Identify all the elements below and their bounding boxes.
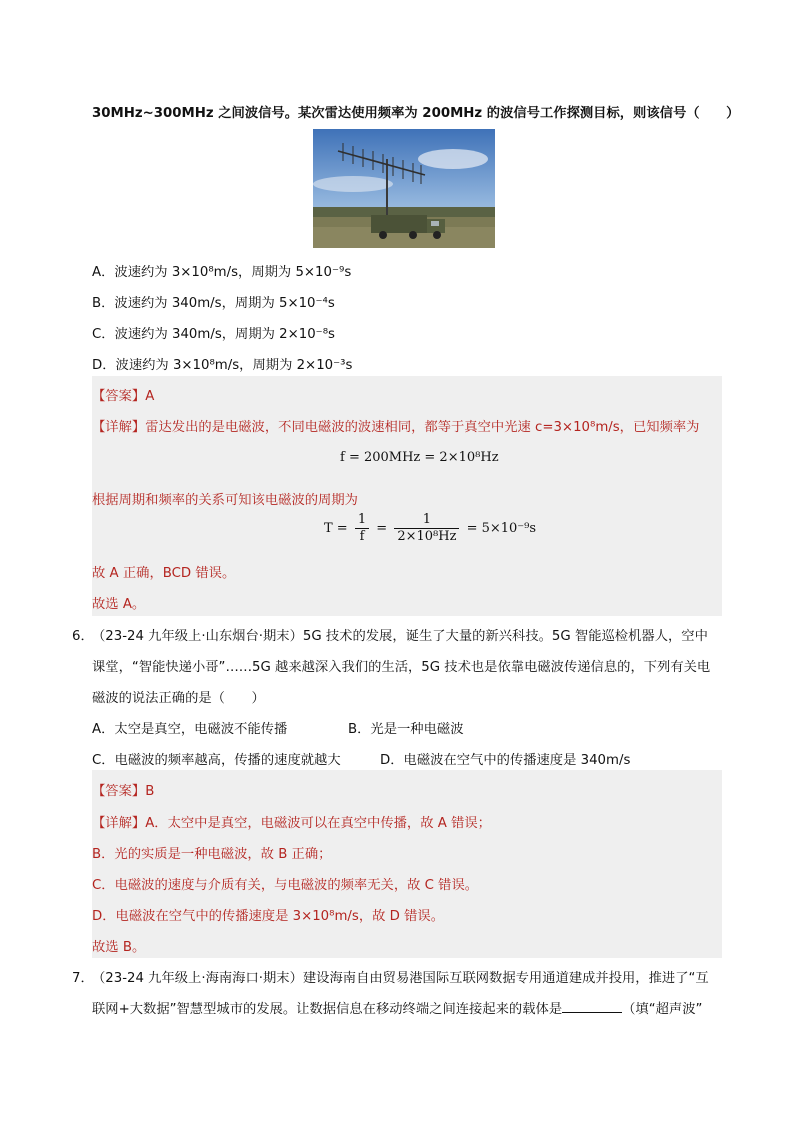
q6-detail-line-4: D．电磁波在空气中的传播速度是 3×10⁸m/s，故 D 错误。 — [92, 909, 445, 924]
q5-option-c: C．波速约为 340m/s，周期为 2×10⁻⁸s — [92, 327, 335, 342]
q6-stem-line-3: 磁波的说法正确的是（ ） — [92, 691, 265, 706]
q5-detail-line-1: 【详解】雷达发出的是电磁波，不同电磁波的波速相同，都等于真空中光速 c=3×10⁸m/s，已知频率为 — [92, 420, 700, 435]
q6-detail-line-3: C．电磁波的速度与介质有关，与电磁波的频率无关，故 C 错误。 — [92, 878, 479, 893]
q6-answer-box — [92, 770, 722, 958]
q6-detail-line-1: 【详解】A．太空中是真空，电磁波可以在真空中传播，故 A 错误； — [92, 816, 491, 831]
q5-detail-line-3: 故 A 正确，BCD 错误。 — [92, 566, 236, 581]
q5-option-d: D．波速约为 3×10⁸m/s，周期为 2×10⁻³s — [92, 358, 353, 373]
q6-option-a: A．太空是真空，电磁波不能传播 — [92, 722, 288, 737]
q5-detail-line-2: 根据周期和频率的关系可知该电磁波的周期为 — [92, 493, 358, 508]
q7-answer-blank[interactable] — [562, 1000, 622, 1013]
q6-detail-line-2: B．光的实质是一种电磁波，故 B 正确； — [92, 847, 332, 862]
q6-stem-line-1: （23-24 九年级上·山东烟台·期末）5G 技术的发展，诞生了大量的新兴科技。5G 智能巡检机器人，空中 — [92, 629, 708, 644]
q6-stem-line-2: 课堂，“智能快递小哥”……5G 越来越深入我们的生活，5G 技术也是依靠电磁波传递信息的，下列有关电 — [92, 660, 711, 675]
radar-truck-photo — [313, 129, 495, 248]
q5-answer-box — [92, 376, 722, 616]
q6-option-d: D．电磁波在空气中的传播速度是 340m/s — [380, 753, 631, 768]
q6-option-c: C．电磁波的频率越高，传播的速度就越大 — [92, 753, 341, 768]
q6-number: 6． — [72, 629, 94, 644]
q6-answer: 【答案】B — [92, 784, 155, 799]
q7-stem-line-2: 联网+大数据”智慧型城市的发展。让数据信息在移动终端之间连接起来的载体是 （填“超声波” — [92, 1002, 703, 1017]
q5-option-b: B．波速约为 340m/s，周期为 5×10⁻⁴s — [92, 296, 335, 311]
q6-detail-line-5: 故选 B。 — [92, 940, 146, 955]
q5-formula-frequency: f = 200MHz = 2×10⁸Hz — [340, 450, 499, 465]
q5-option-a: A．波速约为 3×10⁸m/s，周期为 5×10⁻⁹s — [92, 265, 352, 280]
q5-answer: 【答案】A — [92, 389, 155, 404]
q5-formula-period: T = $\frac{1}{f}$ = $\frac{1}{\text{2×10⁸Hz}}$ = 5×10⁻⁹s — [324, 512, 537, 544]
q5-detail-line-4: 故选 A。 — [92, 597, 146, 612]
q7-number: 7． — [72, 971, 94, 986]
q6-option-b: B．光是一种电磁波 — [348, 722, 464, 737]
q5-stem: 30MHz~300MHz 之间波信号。某次雷达使用频率为 200MHz 的波信号工作探测目标，则该信号（ ） — [92, 106, 740, 121]
q7-stem-line-1: （23-24 九年级上·海南海口·期末）建设海南自由贸易港国际互联网数据专用通道建成并投用，推进了“互 — [92, 971, 709, 986]
